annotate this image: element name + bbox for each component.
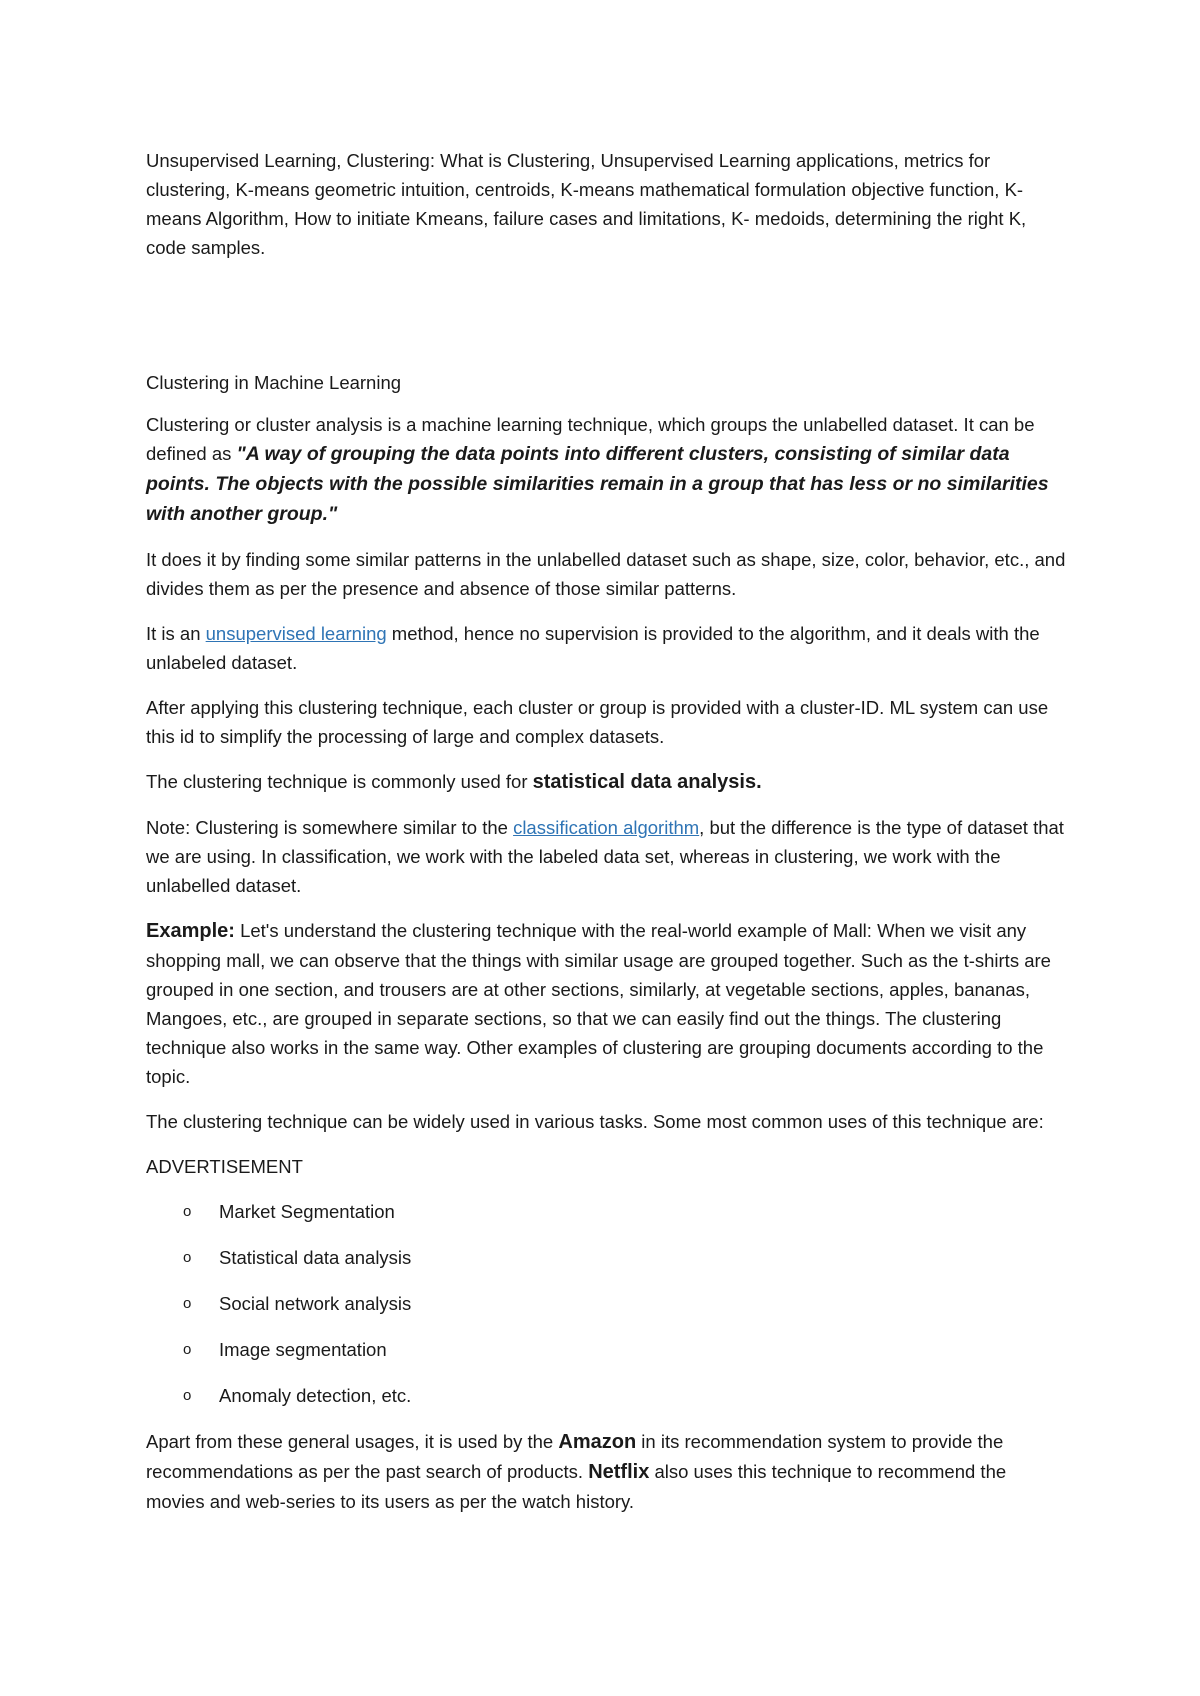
list-item [146, 1243, 1066, 1272]
list-item-text: Statistical data analysis [219, 1247, 412, 1268]
list-item [146, 1335, 1066, 1364]
intro-paragraph: Unsupervised Learning, Clustering: What is Clustering, Unsupervised Learning applications, metrics for clustering, K-means geometric intuition, centroids, K-means mathematical formulation objective function, K-means Algorithm, How to initiate Kmeans, failure cases and limitations, K- medoids, determining the right K, code samples. [146, 150, 1027, 258]
definition-quote: "A way of grouping the data points into different clusters, consisting of similar data points. The objects with the possible similarities remain in a group that has less or no similarities with another group." [146, 443, 1049, 525]
list-item [146, 1381, 1066, 1410]
unsupervised-paragraph [146, 619, 1066, 677]
applications-text-2: in its recommendation system to provide the recommendations as per the past search of products. [146, 1431, 1004, 1482]
unsupervised-learning-link[interactable]: unsupervised learning [205, 623, 387, 644]
list-item-text: Anomaly detection, etc. [219, 1385, 412, 1406]
list-item-text: Image segmentation [219, 1339, 387, 1360]
uses-intro-paragraph: The clustering technique can be widely used in various tasks. Some most common uses of this technique are: [146, 1111, 1044, 1132]
unsupervised-text-before: It is an [146, 623, 206, 644]
definition-text: Clustering or cluster analysis is a machine learning technique, which groups the unlabelled dataset. It can be defined as [146, 414, 1035, 464]
section-heading: Clustering in Machine Learning [146, 372, 402, 393]
bullet-marker: o [183, 1341, 192, 1358]
cluster-id-paragraph: After applying this clustering technique, each cluster or group is provided with a cluster-ID. ML system can use this id to simplify the processing of large and complex datasets. [146, 697, 1049, 747]
uses-list [146, 1197, 1066, 1410]
bullet-marker: o [183, 1203, 192, 1220]
statistical-text-before: The clustering technique is commonly used for [146, 771, 533, 792]
example-label: Example: [146, 920, 235, 942]
classification-algorithm-link[interactable]: classification algorithm [513, 817, 700, 838]
note-paragraph [146, 813, 1066, 900]
applications-text-3: also uses this technique to recommend the movies and web-series to its users as per the watch history. [146, 1461, 1007, 1512]
list-item-text: Social network analysis [219, 1293, 412, 1314]
bullet-marker: o [183, 1249, 192, 1266]
amazon-emphasis: Amazon [558, 1431, 637, 1453]
example-paragraph [146, 916, 1066, 1091]
list-item-text: Market Segmentation [219, 1201, 395, 1222]
statistical-emphasis: statistical data analysis. [532, 771, 762, 793]
note-text-after: , but the difference is the type of dataset that we are using. In classification, we work with the labeled data set, whereas in clustering, we work with the unlabelled dataset. [146, 817, 1064, 896]
list-item [146, 1289, 1066, 1318]
netflix-emphasis: Netflix [588, 1461, 650, 1483]
statistical-paragraph [146, 767, 1066, 797]
definition-paragraph [146, 410, 1066, 529]
bullet-marker: o [183, 1387, 192, 1404]
list-item [146, 1197, 1066, 1226]
bullet-marker: o [183, 1295, 192, 1312]
document-body [146, 146, 1066, 1532]
advertisement-label: ADVERTISEMENT [146, 1156, 303, 1177]
example-text: Let's understand the clustering technique with the real-world example of Mall: When we visit any shopping mall, we can observe that the things with similar usage are grouped together. Such as the t-shirts are grouped in one section, and trousers are at other sections, similarly, at vegetable sections, apples, bananas, Mangoes, etc., are grouped in separate sections, so that we can easily find out the things. The clustering technique also works in the same way. Other examples of clustering are grouping documents according to the topic. [146, 920, 1051, 1087]
applications-text-1: Apart from these general usages, it is used by the [146, 1431, 559, 1452]
unsupervised-text-after: method, hence no supervision is provided to the algorithm, and it deals with the unlabeled dataset. [146, 623, 1040, 673]
patterns-paragraph: It does it by finding some similar patterns in the unlabelled dataset such as shape, size, color, behavior, etc., and divides them as per the presence and absence of those similar patterns. [146, 549, 1066, 599]
note-text-before: Note: Clustering is somewhere similar to the [146, 817, 514, 838]
applications-paragraph [146, 1427, 1066, 1516]
